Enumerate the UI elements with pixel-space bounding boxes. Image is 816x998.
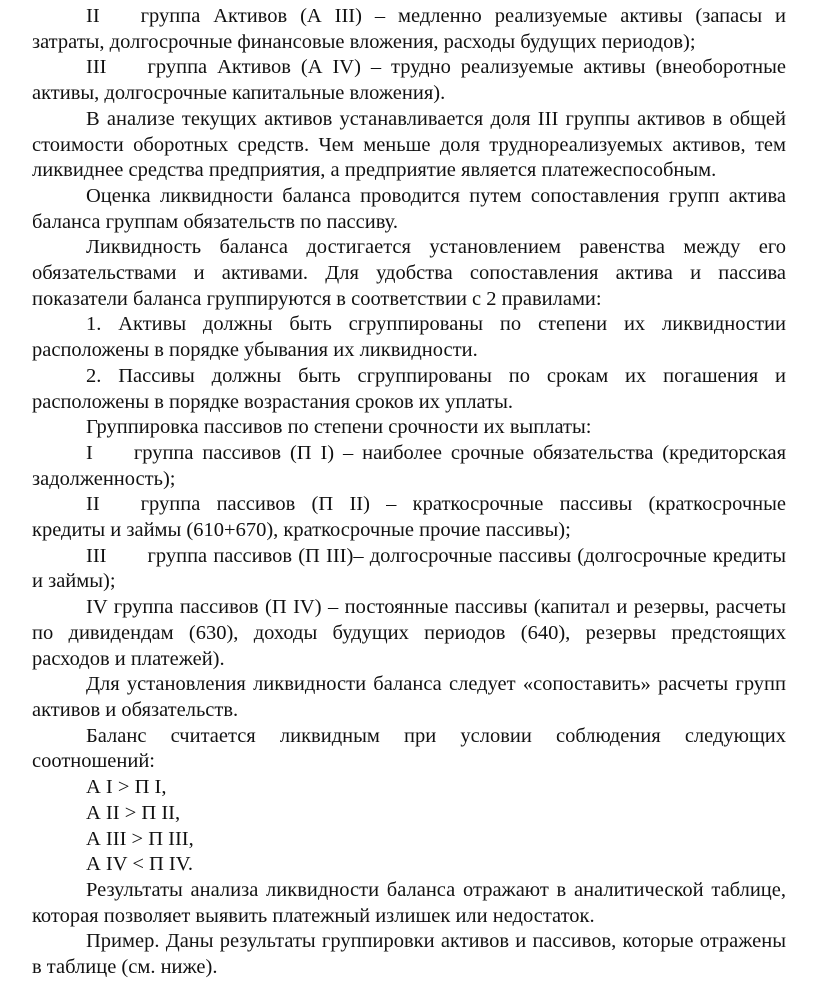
paragraph-assets-group-4: III группа Активов (А IV) – трудно реализуемые активы (внеоборотные активы, долгосрочные капитальные вложения). [32, 56, 786, 105]
ratio-line-2: А II > П II, [86, 801, 181, 824]
paragraph-compare-groups: Для установления ликвидности баланса следует «сопоставить» расчеты групп активов и обязательств. [32, 673, 786, 721]
paragraph-liquidity-assessment: Оценка ликвидности баланса проводится путем сопоставления групп актива баланса группам обязательств по пассиву. [32, 184, 786, 233]
paragraph-liquidity-condition: Баланс считается ликвидным при условии соблюдения следующих соотношений: [32, 724, 786, 773]
paragraph-analysis-results: Результаты анализа ликвидности баланса отражают в аналитической таблице, которая позволяет выявить платежный излишек или недостаток. [32, 878, 786, 927]
paragraph-liabilities-group-4: IV группа пассивов (П IV) – постоянные пассивы (капитал и резервы, расчеты по дивидендам (630), доходы будущих периодов (640), резервы предстоящих расходов и платежей). [32, 596, 786, 670]
paragraph-balance-liquidity: Ликвидность баланса достигается установлением равенства между его обязательствами и активами. Для удобства сопоставления актива и пассива показатели баланса группируются в соответствии с 2 правилами: [32, 236, 786, 310]
ratio-line-1: А I > П I, [86, 776, 167, 799]
paragraph-liabilities-group-1: I группа пассивов (П I) – наиболее срочные обязательства (кредиторская задолженность); [32, 441, 786, 490]
paragraph-liabilities-group-3: III группа пассивов (П III)– долгосрочные пассивы (долгосрочные кредиты и займы); [32, 544, 786, 593]
paragraph-example: Пример. Даны результаты группировки активов и пассивов, которые отражены в таблице (см. ниже). [32, 930, 786, 979]
paragraph-rule-1: 1. Активы должны быть сгруппированы по степени их ликвидностии расположены в порядке убывания их ликвидности. [32, 313, 786, 362]
paragraph-liabilities-grouping-heading: Группировка пассивов по степени срочности их выплаты: [86, 416, 592, 439]
ratio-line-3: А III > П III, [86, 827, 194, 850]
paragraph-rule-2: 2. Пассивы должны быть сгруппированы по срокам их погашения и расположены в порядке возрастания сроков их уплаты. [32, 364, 786, 413]
paragraph-current-assets-analysis: В анализе текущих активов устанавливается доля III группы активов в общей стоимости оборотных средств. Чем меньше доля труднореализуемых активов, тем ликвиднее средства предприятия, а предприятие является платежеспособным. [32, 107, 786, 182]
ratio-line-4: А IV < П IV. [86, 853, 194, 876]
paragraph-liabilities-group-2: II группа пассивов (П II) – краткосрочные пассивы (краткосрочные кредиты и займы (610+670), краткосрочные прочие пассивы); [32, 493, 786, 542]
paragraph-assets-group-3: II группа Активов (А III) – медленно реализуемые активы (запасы и затраты, долгосрочные финансовые вложения, расходы будущих периодов); [32, 5, 786, 53]
